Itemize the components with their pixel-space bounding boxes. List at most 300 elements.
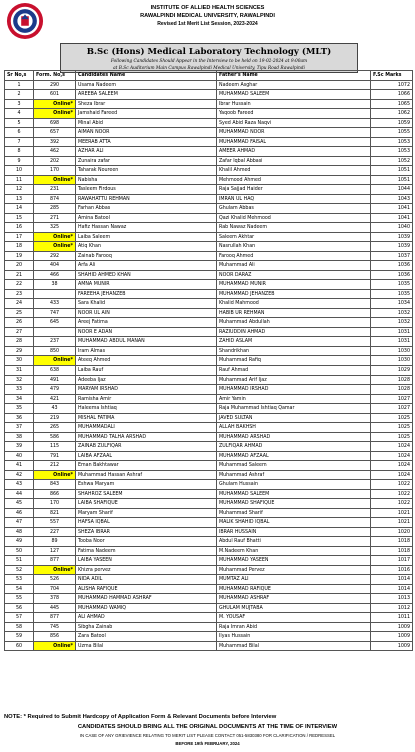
table-row [5, 451, 413, 461]
cell-candidate-name: Uzma Bilal [76, 641, 217, 651]
cell-fsc-marks: 1012 [371, 603, 413, 613]
table-row [5, 147, 413, 157]
cell-father-name: MUHAMMAD NOOR [217, 128, 371, 138]
cell-form-no: 745 [34, 622, 76, 632]
table-row [5, 603, 413, 613]
cell-candidate-name: SHEZA IBRAR [76, 527, 217, 537]
cell-father-name: Syed Abid Raza Naqvi [217, 118, 371, 128]
cell-fsc-marks: 1041 [371, 204, 413, 214]
cell-fsc-marks: 1011 [371, 613, 413, 623]
cell-sr-no: 23 [5, 289, 34, 299]
cell-father-name: RAZIUDDIN AHMAD [217, 327, 371, 337]
table-row [5, 251, 413, 261]
cell-form-no: 704 [34, 584, 76, 594]
cell-fsc-marks: 1039 [371, 232, 413, 242]
cell-fsc-marks: 1017 [371, 556, 413, 566]
cell-fsc-marks: 1066 [371, 90, 413, 100]
table-row [5, 318, 413, 328]
cell-fsc-marks: 1036 [371, 261, 413, 271]
table-row [5, 90, 413, 100]
cell-father-name: MUHAMMAD JEHANZEB [217, 289, 371, 299]
cell-father-name: Nasrullah Khan [217, 242, 371, 252]
cell-father-name: MUHAMMAD ARSHAD [217, 432, 371, 442]
table-row [5, 556, 413, 566]
cell-candidate-name: LAIBA SHAFIQUE [76, 499, 217, 509]
cell-father-name: Raja Muhammad Ishtiaq Qamar [217, 404, 371, 414]
cell-father-name: M. YOUSAF [217, 613, 371, 623]
cell-father-name: Abdul Rauf Bhatti [217, 537, 371, 547]
cell-sr-no: 5 [5, 118, 34, 128]
cell-fsc-marks: 1031 [371, 337, 413, 347]
table-row [5, 337, 413, 347]
cell-sr-no: 56 [5, 603, 34, 613]
cell-form-no: 43 [34, 404, 76, 414]
table-row [5, 385, 413, 395]
table-row [5, 594, 413, 604]
cell-sr-no: 18 [5, 242, 34, 252]
cell-form-no: Online* [34, 99, 76, 109]
cell-candidate-name: Sheza Ibrar [76, 99, 217, 109]
cell-father-name: MUHAMMAD AFZAAL [217, 451, 371, 461]
table-row [5, 242, 413, 252]
cell-form-no: Online* [34, 175, 76, 185]
table-row [5, 185, 413, 195]
cell-father-name: MUHAMMAD MUNIR [217, 280, 371, 290]
cell-fsc-marks: 1024 [371, 442, 413, 452]
cell-candidate-name: Adeeba Ijaz [76, 375, 217, 385]
cell-sr-no: 39 [5, 442, 34, 452]
table-row [5, 461, 413, 471]
cell-father-name: Muhammad Ali [217, 261, 371, 271]
cell-candidate-name: MUHAMMADALI [76, 423, 217, 433]
cell-fsc-marks: 1043 [371, 194, 413, 204]
cell-fsc-marks: 1055 [371, 128, 413, 138]
cell-candidate-name: AZHAR ALI [76, 147, 217, 157]
cell-fsc-marks: 1053 [371, 147, 413, 157]
table-row [5, 137, 413, 147]
cell-fsc-marks: 1029 [371, 365, 413, 375]
table-row [5, 99, 413, 109]
table-row [5, 327, 413, 337]
cell-fsc-marks: 1027 [371, 404, 413, 414]
cell-form-no [34, 327, 76, 337]
cell-sr-no: 26 [5, 318, 34, 328]
cell-form-no: 89 [34, 537, 76, 547]
cell-sr-no: 52 [5, 565, 34, 575]
cell-form-no: Online* [34, 109, 76, 119]
cell-sr-no: 13 [5, 194, 34, 204]
cell-fsc-marks: 1018 [371, 546, 413, 556]
cell-candidate-name: Hafiz Hassan Nawaz [76, 223, 217, 233]
cell-candidate-name: AMNA MUNIR [76, 280, 217, 290]
cell-father-name: MUHAMMAD YASEEN [217, 556, 371, 566]
cell-form-no: 526 [34, 575, 76, 585]
program-title-box [60, 43, 358, 73]
cell-sr-no: 29 [5, 346, 34, 356]
cell-candidate-name: Eshwa Maryam [76, 480, 217, 490]
cell-father-name: HABIB UR REHMAN [217, 308, 371, 318]
cell-father-name: Khalil Ahmed [217, 166, 371, 176]
cell-candidate-name: Jamshaid Fareed [76, 109, 217, 119]
cell-candidate-name: Zara Batool [76, 632, 217, 642]
table-row [5, 175, 413, 185]
cell-father-name: MUHAMMAD SALEEM [217, 489, 371, 499]
cell-sr-no: 54 [5, 584, 34, 594]
table-row [5, 508, 413, 518]
table-row [5, 423, 413, 433]
header-father-name: Father's Name [217, 71, 371, 81]
cell-form-no: 645 [34, 318, 76, 328]
cell-form-no: 421 [34, 394, 76, 404]
cell-candidate-name: Laiba Saleem [76, 232, 217, 242]
cell-sr-no: 31 [5, 365, 34, 375]
table-row [5, 518, 413, 528]
header-form-no: Form. No,s [34, 71, 76, 81]
cell-candidate-name: ALISHA RAFIQUE [76, 584, 217, 594]
cell-candidate-name: FAREEHA JEHANZEB [76, 289, 217, 299]
table-body [5, 80, 413, 651]
table-row [5, 546, 413, 556]
interview-notice-line-2: at B.Sc Auditorium Main Campus Rawalpindi Medical University, Tipu Road Rawalpindi [113, 66, 305, 71]
footer-note-hardcopy: NOTE: * Required to Submit Hardcopy of Application Form & Relevant Documents before Interview [4, 714, 277, 720]
table-row [5, 499, 413, 509]
cell-sr-no: 38 [5, 432, 34, 442]
merit-list-session: Revised 1st Merit List Session, 2023-2024 [157, 21, 258, 27]
cell-candidate-name: Amina Batool [76, 213, 217, 223]
cell-fsc-marks: 1041 [371, 213, 413, 223]
header-candidate-name: Candidates Name [76, 71, 217, 81]
cell-sr-no: 6 [5, 128, 34, 138]
cell-sr-no: 19 [5, 251, 34, 261]
footer-note-documents: CANDIDATES SHOULD BRING ALL THE ORIGINAL DOCUMENTS AT THE TIME OF INTERVIEW [77, 724, 338, 730]
cell-father-name: MUHAMMAD FAISAL [217, 137, 371, 147]
cell-candidate-name: Laiba Rauf [76, 365, 217, 375]
table-row [5, 365, 413, 375]
cell-form-no: 657 [34, 128, 76, 138]
table-row [5, 280, 413, 290]
table-header-row [5, 71, 413, 81]
cell-form-no: Online* [34, 565, 76, 575]
cell-sr-no: 48 [5, 527, 34, 537]
cell-candidate-name: Areej Fatima [76, 318, 217, 328]
cell-form-no: 290 [34, 80, 76, 90]
cell-sr-no: 49 [5, 537, 34, 547]
cell-fsc-marks: 1020 [371, 527, 413, 537]
cell-sr-no: 30 [5, 356, 34, 366]
cell-father-name: Qazi Khalid Mehmood [217, 213, 371, 223]
cell-fsc-marks: 1032 [371, 308, 413, 318]
cell-candidate-name: Nabisha [76, 175, 217, 185]
cell-father-name: Khalid Mahmood [217, 299, 371, 309]
cell-candidate-name: MUHAMMAD HAMMAD ASHRAF [76, 594, 217, 604]
cell-fsc-marks: 1024 [371, 451, 413, 461]
cell-form-no: 877 [34, 556, 76, 566]
cell-sr-no: 44 [5, 489, 34, 499]
cell-fsc-marks: 1025 [371, 413, 413, 423]
cell-sr-no: 40 [5, 451, 34, 461]
cell-candidate-name: NOOR E ADAN [76, 327, 217, 337]
cell-father-name: Nadeem Asghar [217, 80, 371, 90]
cell-form-no: 557 [34, 518, 76, 528]
cell-form-no: 325 [34, 223, 76, 233]
cell-candidate-name: Zunaira zafar [76, 156, 217, 166]
cell-form-no: 638 [34, 365, 76, 375]
cell-form-no: 231 [34, 185, 76, 195]
cell-sr-no: 2 [5, 90, 34, 100]
table-row [5, 166, 413, 176]
table-row [5, 289, 413, 299]
cell-candidate-name: NOOR UL AIN [76, 308, 217, 318]
cell-form-no: 466 [34, 270, 76, 280]
cell-sr-no: 53 [5, 575, 34, 585]
table-row [5, 80, 413, 90]
cell-sr-no: 35 [5, 404, 34, 414]
cell-form-no: 237 [34, 337, 76, 347]
cell-candidate-name: NIDA ADIL [76, 575, 217, 585]
cell-candidate-name: Taharak Noureen [76, 166, 217, 176]
cell-sr-no: 25 [5, 308, 34, 318]
cell-candidate-name: SHAHID AHMED KHAN [76, 270, 217, 280]
cell-candidate-name: LAIBA AFZAAL [76, 451, 217, 461]
table-row [5, 432, 413, 442]
cell-sr-no: 27 [5, 327, 34, 337]
cell-form-no: 791 [34, 451, 76, 461]
table-row [5, 270, 413, 280]
table-row [5, 156, 413, 166]
cell-father-name: Farooq Ahmed [217, 251, 371, 261]
cell-father-name: Muhammad Bilal [217, 641, 371, 651]
cell-form-no: 378 [34, 594, 76, 604]
cell-father-name: Ghulam Abbas [217, 204, 371, 214]
cell-sr-no: 12 [5, 185, 34, 195]
cell-form-no: 747 [34, 308, 76, 318]
cell-form-no: 491 [34, 375, 76, 385]
cell-father-name: Muhammad Abdullah [217, 318, 371, 328]
cell-sr-no: 33 [5, 385, 34, 395]
cell-father-name: GHULAM MUJTABA [217, 603, 371, 613]
cell-sr-no: 51 [5, 556, 34, 566]
program-title: B.Sc (Hons) Medical Laboratory Technology (MLT) [86, 47, 332, 57]
table-row [5, 204, 413, 214]
cell-candidate-name: Haleema Ishtiaq [76, 404, 217, 414]
cell-form-no: 586 [34, 432, 76, 442]
table-row [5, 109, 413, 119]
cell-sr-no: 17 [5, 232, 34, 242]
university-name: RAWALPINDI MEDICAL UNIVERSITY, RAWALPINDI [140, 13, 275, 19]
cell-sr-no: 32 [5, 375, 34, 385]
cell-candidate-name: ALI AHMAD [76, 613, 217, 623]
cell-father-name: MUHAMMAD SALEEM [217, 90, 371, 100]
cell-form-no: 227 [34, 527, 76, 537]
cell-fsc-marks: 1014 [371, 584, 413, 594]
cell-sr-no: 8 [5, 147, 34, 157]
cell-father-name: ZULFIQAR AHMAD [217, 442, 371, 452]
table-row [5, 128, 413, 138]
table-row [5, 470, 413, 480]
table-row [5, 622, 413, 632]
cell-fsc-marks: 1039 [371, 242, 413, 252]
cell-form-no: 392 [34, 137, 76, 147]
table-row [5, 641, 413, 651]
cell-fsc-marks: 1009 [371, 622, 413, 632]
cell-father-name: IMRAN UL HAQ [217, 194, 371, 204]
interview-notice-line-1: Following Candidates Should Appear in the Interview to be held on 19-02-2024 at 9:00am [110, 59, 308, 64]
cell-father-name: MUHAMMAD ASHRAF [217, 594, 371, 604]
cell-sr-no: 45 [5, 499, 34, 509]
cell-fsc-marks: 1025 [371, 432, 413, 442]
cell-form-no: 866 [34, 489, 76, 499]
cell-form-no: Online* [34, 356, 76, 366]
cell-father-name: Raja Sajjad Haider [217, 185, 371, 195]
cell-form-no: 877 [34, 613, 76, 623]
cell-form-no: 479 [34, 385, 76, 395]
cell-fsc-marks: 1025 [371, 423, 413, 433]
cell-father-name: Ibrar Hussain [217, 99, 371, 109]
cell-sr-no: 24 [5, 299, 34, 309]
table-row [5, 537, 413, 547]
cell-candidate-name: HAFSA IQBAL [76, 518, 217, 528]
cell-candidate-name: Minal Abid [76, 118, 217, 128]
cell-sr-no: 28 [5, 337, 34, 347]
cell-form-no: 821 [34, 508, 76, 518]
cell-candidate-name: Sibgha Zainab [76, 622, 217, 632]
cell-candidate-name: Ateeq Ahmed [76, 356, 217, 366]
cell-father-name: MALIK SHAHID IQBAL [217, 518, 371, 528]
cell-form-no: 115 [34, 442, 76, 452]
cell-fsc-marks: 1051 [371, 166, 413, 176]
cell-candidate-name: MARYAM IRSHAD [76, 385, 217, 395]
table-row [5, 584, 413, 594]
cell-candidate-name: AREEBA SALEEM [76, 90, 217, 100]
cell-father-name: MUHAMMAD RAFIQUE [217, 584, 371, 594]
table-row [5, 442, 413, 452]
cell-form-no: 856 [34, 632, 76, 642]
cell-form-no: 285 [34, 204, 76, 214]
cell-fsc-marks: 1062 [371, 109, 413, 119]
cell-sr-no: 7 [5, 137, 34, 147]
cell-fsc-marks: 1014 [371, 575, 413, 585]
cell-sr-no: 21 [5, 270, 34, 280]
header-sr-no: Sr No,s [5, 71, 34, 81]
cell-sr-no: 47 [5, 518, 34, 528]
cell-form-no: Online* [34, 470, 76, 480]
cell-father-name: MUHAMMAD IRSHAD [217, 385, 371, 395]
cell-fsc-marks: 1032 [371, 318, 413, 328]
cell-form-no: 202 [34, 156, 76, 166]
cell-form-no: 404 [34, 261, 76, 271]
cell-father-name: Muhammad Pervez [217, 565, 371, 575]
cell-sr-no: 46 [5, 508, 34, 518]
cell-candidate-name: Usama Nadeem [76, 80, 217, 90]
table-row [5, 232, 413, 242]
table-row [5, 404, 413, 414]
cell-sr-no: 3 [5, 99, 34, 109]
document-header [0, 0, 415, 40]
cell-father-name: MUHAMMAD SHAFIQUE [217, 499, 371, 509]
cell-sr-no: 14 [5, 204, 34, 214]
cell-candidate-name: ZAINAB ZULFIQAR [76, 442, 217, 452]
cell-fsc-marks: 1028 [371, 375, 413, 385]
cell-father-name: Muhammad Arif Ijaz [217, 375, 371, 385]
cell-form-no: 601 [34, 90, 76, 100]
table-row [5, 308, 413, 318]
cell-candidate-name: Tooba Noor [76, 537, 217, 547]
cell-form-no: 265 [34, 423, 76, 433]
cell-candidate-name: Farhan Abbas [76, 204, 217, 214]
cell-sr-no: 16 [5, 223, 34, 233]
cell-candidate-name: Arfa Ali [76, 261, 217, 271]
cell-form-no: Online* [34, 232, 76, 242]
table-row [5, 346, 413, 356]
cell-candidate-name: MISHAL FATIMA [76, 413, 217, 423]
cell-father-name: Shandrikhan [217, 346, 371, 356]
cell-form-no: 212 [34, 461, 76, 471]
header-fsc-marks: F.Sc Marks [371, 71, 413, 81]
table-row [5, 356, 413, 366]
cell-sr-no: 57 [5, 613, 34, 623]
cell-father-name: Saleem Akhtar [217, 232, 371, 242]
cell-father-name: ALLAH BAKHSH [217, 423, 371, 433]
table-row [5, 261, 413, 271]
cell-candidate-name: Muhammad Hassan Ashraf [76, 470, 217, 480]
cell-sr-no: 41 [5, 461, 34, 471]
cell-father-name: Rab Nawaz Nadeem [217, 223, 371, 233]
cell-form-no: 698 [34, 118, 76, 128]
cell-form-no: Online* [34, 242, 76, 252]
cell-father-name: Amir Yamin [217, 394, 371, 404]
cell-fsc-marks: 1051 [371, 175, 413, 185]
cell-father-name: IBRAR HUSSAIN [217, 527, 371, 537]
cell-fsc-marks: 1059 [371, 118, 413, 128]
cell-candidate-name: Ramisha Amir [76, 394, 217, 404]
cell-candidate-name: Maryam Sharif [76, 508, 217, 518]
cell-sr-no: 15 [5, 213, 34, 223]
cell-father-name: Zafar Iqbal Abbasi [217, 156, 371, 166]
cell-father-name: Ghulam Hussain [217, 480, 371, 490]
cell-candidate-name: Sara Khalid [76, 299, 217, 309]
cell-candidate-name: RAWAHATTU REHMAN [76, 194, 217, 204]
cell-fsc-marks: 1028 [371, 385, 413, 395]
cell-sr-no: 60 [5, 641, 34, 651]
cell-sr-no: 37 [5, 423, 34, 433]
cell-form-no: 874 [34, 194, 76, 204]
cell-candidate-name: Eman Bakhtawar [76, 461, 217, 471]
cell-father-name: ZAHID ASLAM [217, 337, 371, 347]
cell-sr-no: 34 [5, 394, 34, 404]
cell-form-no: 843 [34, 480, 76, 490]
table-row [5, 575, 413, 585]
table-row [5, 489, 413, 499]
cell-candidate-name: LAIBA YASEEN [76, 556, 217, 566]
cell-fsc-marks: 1037 [371, 251, 413, 261]
cell-fsc-marks: 1009 [371, 641, 413, 651]
cell-candidate-name: Fatima Nadeem [76, 546, 217, 556]
cell-form-no [34, 289, 76, 299]
cell-fsc-marks: 1013 [371, 594, 413, 604]
table-row [5, 613, 413, 623]
cell-sr-no: 9 [5, 156, 34, 166]
cell-father-name: M.Nadeem Khan [217, 546, 371, 556]
cell-father-name: Ilyas Hussain [217, 632, 371, 642]
table-row [5, 223, 413, 233]
cell-sr-no: 42 [5, 470, 34, 480]
cell-fsc-marks: 1021 [371, 508, 413, 518]
table-row [5, 375, 413, 385]
cell-form-no: 271 [34, 213, 76, 223]
table-row [5, 527, 413, 537]
cell-fsc-marks: 1022 [371, 489, 413, 499]
cell-sr-no: 11 [5, 175, 34, 185]
